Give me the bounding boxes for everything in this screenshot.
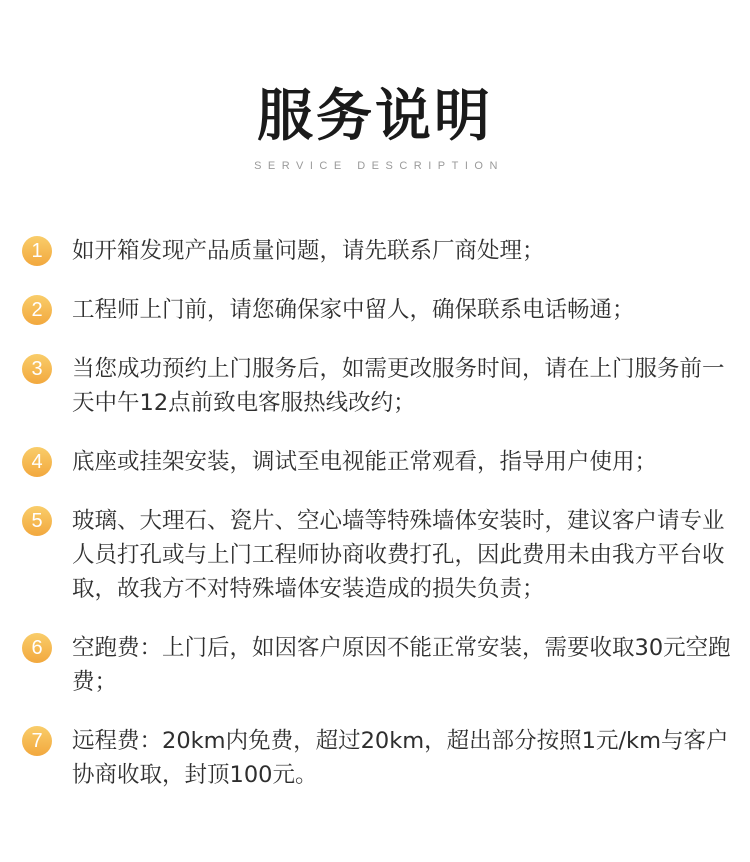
page-header — [0, 78, 750, 174]
service-note-7 — [22, 724, 732, 792]
service-note-4 — [22, 445, 732, 479]
number-badge: 6 — [22, 633, 52, 663]
service-note-text: 远程费：20km内免费，超过20km，超出部分按照1元/km与客户协商收取，封顶100元。 — [72, 728, 729, 788]
service-note-6 — [22, 631, 732, 699]
number-badge: 4 — [22, 447, 52, 477]
service-note-5 — [22, 504, 732, 606]
service-note-3 — [22, 352, 732, 420]
service-note-text: 空跑费：上门后，如因客户原因不能正常安装，需要收取30元空跑费； — [72, 635, 731, 695]
service-note-text: 玻璃、大理石、瓷片、空心墙等特殊墙体安装时，建议客户请专业人员打孔或与上门工程师协商收费打孔，因此费用未由我方平台收取，故我方不对特殊墙体安装造成的损失负责； — [72, 508, 725, 602]
service-note-text: 当您成功预约上门服务后，如需更改服务时间，请在上门服务前一天中午12点前致电客服热线改约； — [72, 356, 725, 416]
number-badge: 5 — [22, 506, 52, 536]
number-badge: 2 — [22, 295, 52, 325]
page-title: 服务说明 — [257, 83, 493, 149]
service-note-text: 如开箱发现产品质量问题，请先联系厂商处理； — [72, 238, 545, 264]
number-badge: 3 — [22, 354, 52, 384]
service-note-text: 工程师上门前，请您确保家中留人，确保联系电话畅通； — [72, 297, 635, 323]
number-badge: 7 — [22, 726, 52, 756]
number-badge: 1 — [22, 236, 52, 266]
service-note-2 — [22, 293, 732, 327]
service-note-text: 底座或挂架安装，调试至电视能正常观看，指导用户使用； — [72, 449, 658, 475]
page-subtitle: SERVICE DESCRIPTION — [254, 160, 504, 172]
service-notes-list — [22, 234, 732, 792]
service-note-1 — [22, 234, 732, 268]
